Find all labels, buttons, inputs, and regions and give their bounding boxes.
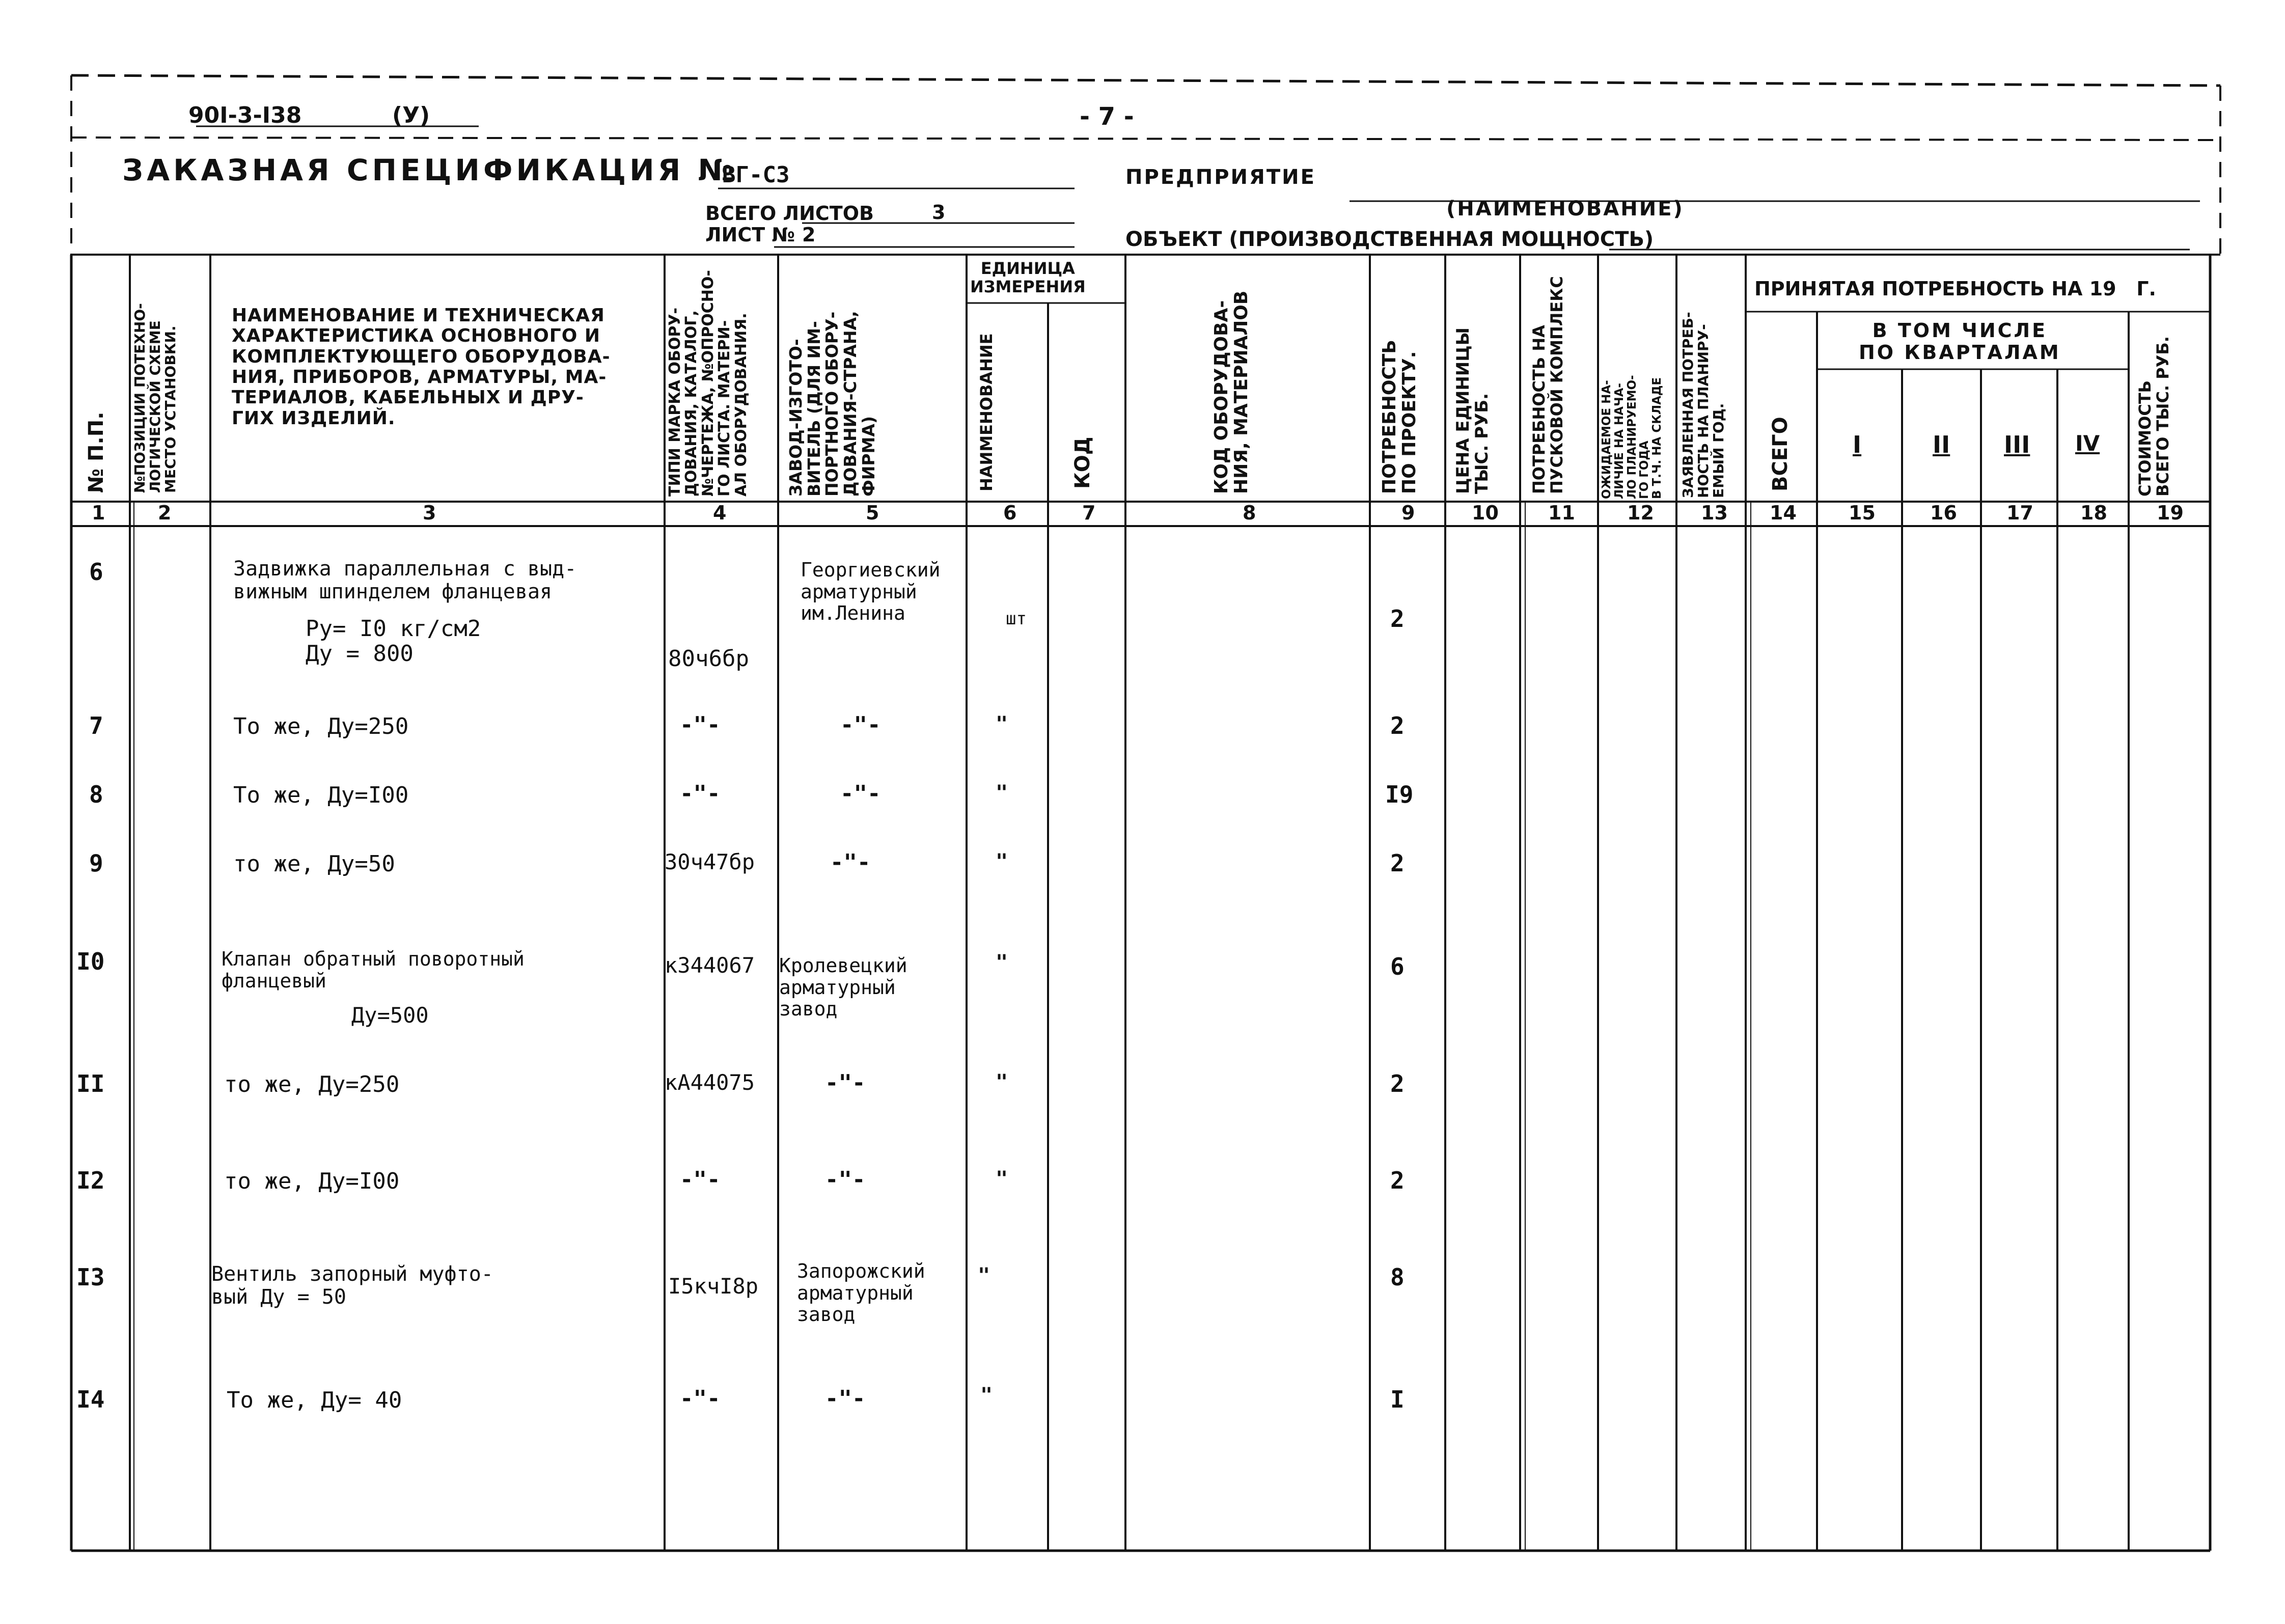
row-number: I4 (76, 1386, 105, 1413)
row-number: 6 (89, 558, 103, 586)
item-name: То же, Ду= 40 (227, 1387, 402, 1413)
item-maker: -"- (830, 849, 871, 875)
item-name: то же, Ду=50 (233, 851, 395, 877)
item-qty: 2 (1390, 1070, 1405, 1097)
item-name: то же, Ду=250 (224, 1071, 400, 1097)
item-unit: " (996, 1167, 1008, 1191)
col-number: 3 (423, 502, 436, 524)
col-header-5: ЗАВОД-ИЗГОТО- ВИТЕЛЬ (ДЛЯ ИМ- ПОРТНОГО ОБОРУ- ДОВАНИЯ-СТРАНА, ФИРМА) (786, 311, 878, 497)
col-header-16: II (1933, 431, 1950, 458)
item-name: то же, Ду=I00 (224, 1168, 400, 1194)
col-header-10: ЦЕНА ЕДИНИЦЫ ТЫС. РУБ. (1453, 327, 1492, 494)
total-sheets-label: ВСЕГО ЛИСТОВ (705, 202, 874, 225)
item-maker: -"- (825, 1386, 866, 1412)
col-header-15: I (1853, 431, 1862, 458)
name-label: (НАИМЕНОВАНИЕ) (1446, 197, 1684, 221)
col-number: 7 (1082, 502, 1096, 524)
item-maker: -"- (825, 1167, 866, 1193)
item-maker: Запорожский арматурный завод (797, 1260, 925, 1326)
item-qty: I9 (1385, 781, 1414, 808)
col-header-quarters-group: В ТОМ ЧИСЛЕ ПО КВАРТАЛАМ (1859, 319, 2061, 364)
item-qty: 2 (1390, 712, 1405, 739)
item-name: Задвижка параллельная с выд- вижным шпинделем фланцевая (233, 557, 577, 603)
item-qty: I (1390, 1386, 1405, 1413)
col-header-1: № П.П. (85, 411, 108, 493)
col-header-11: ПОТРЕБНОСТЬ НА ПУСКОВОЙ КОМПЛЕКС (1529, 276, 1566, 494)
row-number: 7 (89, 712, 103, 739)
row-number: 9 (89, 849, 103, 877)
item-name: Вентиль запорный муфто- вый Ду = 50 (211, 1262, 493, 1309)
col-header-8: КОД ОБОРУДОВА- НИЯ, МАТЕРИАЛОВ (1211, 290, 1252, 494)
item-type: -"- (680, 1386, 721, 1412)
col-header-3: НАИМЕНОВАНИЕ И ТЕХНИЧЕСКАЯ ХАРАКТЕРИСТИКА ОСНОВНОГО И КОМПЛЕКТУЮЩЕГО ОБОРУДОВА- НИЯ, ПРИБОРОВ, АРМАТУРЫ, МА- ТЕРИАЛОВ, КАБЕЛЬНЫХ И ДРУ- ГИХ ИЗДЕЛИЙ. (232, 305, 611, 429)
item-qty: 2 (1390, 1167, 1405, 1194)
item-name: То же, Ду=I00 (233, 782, 409, 808)
item-maker: -"- (840, 781, 881, 807)
col-number: 11 (1548, 502, 1575, 524)
item-qty: 8 (1390, 1263, 1405, 1291)
col-number: 9 (1401, 502, 1415, 524)
row-number: II (76, 1070, 105, 1097)
col-header-12: ОЖИДАЕМОЕ НА- ЛИЧИЕ НА НАЧА- ЛО ПЛАНИРУЕМО- ГО ГОДА В Т.Ч. НА СКЛАДЕ (1600, 375, 1664, 499)
col-header-9: ПОТРЕБНОСТЬ ПО ПРОЕКТУ. (1379, 340, 1420, 494)
item-spec: Ру= I0 кг/см2 Ду = 800 (306, 616, 481, 667)
document-suffix: (У) (392, 102, 430, 128)
col-header-2: №ПОЗИЦИИ ПОТЕХНО- ЛОГИЧЕСКОЙ СХЕМЕ МЕСТО УСТАНОВКИ. (131, 303, 179, 493)
document-code: 90I-3-I38 (188, 102, 302, 128)
col-number: 13 (1701, 502, 1728, 524)
item-unit: " (980, 1384, 993, 1407)
col-header-accepted-group: ПРИНЯТАЯ ПОТРЕБНОСТЬ НА 19 Г. (1754, 278, 2156, 300)
item-unit: " (996, 712, 1008, 736)
spec-number: ВГ-СЗ (722, 162, 790, 188)
item-type: кА44075 (665, 1070, 755, 1095)
page-number: - 7 - (1080, 102, 1134, 131)
item-maker: -"- (840, 712, 881, 738)
col-number: 16 (1930, 502, 1957, 524)
enterprise-label: ПРЕДПРИЯТИЕ (1125, 166, 1316, 189)
col-number: 10 (1472, 502, 1499, 524)
row-number: I2 (76, 1167, 105, 1194)
row-number: 8 (89, 781, 103, 808)
col-header-17: III (2004, 431, 2030, 458)
item-qty: 6 (1390, 953, 1405, 980)
item-unit: шт (1006, 609, 1027, 629)
item-type: к344067 (665, 953, 755, 978)
item-qty: 2 (1390, 849, 1405, 877)
page-title: ЗАКАЗНАЯ СПЕЦИФИКАЦИЯ № (122, 153, 737, 187)
object-label: ОБЪЕКТ (ПРОИЗВОДСТВЕННАЯ МОЩНОСТЬ) (1125, 228, 1654, 251)
col-number: 18 (2080, 502, 2107, 524)
item-type: 30ч47бр (665, 849, 755, 874)
col-number: 2 (158, 502, 172, 524)
col-header-14: ВСЕГО (1769, 417, 1792, 491)
sheet-label: ЛИСТ № (705, 224, 795, 246)
item-maker: -"- (825, 1070, 866, 1096)
item-unit: " (996, 781, 1008, 805)
col-number: 12 (1627, 502, 1654, 524)
item-qty: 2 (1390, 605, 1405, 632)
col-header-13: ЗАЯВЛЕННАЯ ПОТРЕБ- НОСТЬ НА ПЛАНИРУ- ЕМЫЙ ГОД. (1680, 312, 1727, 498)
item-unit: " (996, 951, 1008, 974)
item-unit: " (996, 850, 1008, 873)
col-header-4: ТИПИ МАРКА ОБОРУ- ДОВАНИЯ, КАТАЛОГ, №ЧЕРТЕЖА, №ОПРОСНО- ГО ЛИСТА. МАТЕРИ- АЛ ОБОРУДОВАНИЯ. (666, 270, 750, 497)
col-number: 19 (2157, 502, 2184, 524)
col-header-7: КОД (1071, 436, 1094, 489)
item-name: То же, Ду=250 (233, 713, 409, 739)
item-type: -"- (680, 712, 721, 738)
item-unit: " (978, 1264, 990, 1287)
col-number: 6 (1003, 502, 1017, 524)
item-maker: Георгиевский арматурный им.Ленина (801, 559, 941, 625)
item-maker: Кролевецкий арматурный завод (779, 954, 907, 1021)
item-type: I5кчI8р (668, 1274, 759, 1299)
col-number: 14 (1770, 502, 1797, 524)
col-header-6: НАИМЕНОВАНИЕ (977, 333, 996, 491)
col-number: 1 (92, 502, 105, 524)
item-type: -"- (680, 781, 721, 807)
col-number: 8 (1243, 502, 1256, 524)
col-header-unit-group: ЕДИНИЦА ИЗМЕРЕНИЯ (970, 259, 1086, 296)
item-spec: Ду=500 (351, 1003, 429, 1028)
row-number: I0 (76, 948, 105, 975)
sheet-value: 2 (802, 224, 816, 246)
row-number: I3 (76, 1263, 105, 1291)
col-number: 15 (1849, 502, 1876, 524)
item-type: 80ч6бр (668, 646, 749, 672)
col-number: 17 (2006, 502, 2033, 524)
item-unit: " (996, 1070, 1008, 1094)
item-name: Клапан обратный поворотный фланцевый (222, 948, 525, 992)
col-number: 4 (713, 502, 727, 524)
col-header-18: IV (2075, 431, 2100, 456)
col-header-19: СТОИМОСТЬ ВСЕГО ТЫС. РУБ. (2135, 336, 2172, 497)
total-sheets-value: 3 (932, 201, 946, 224)
item-type: -"- (680, 1167, 721, 1193)
col-number: 5 (866, 502, 879, 524)
